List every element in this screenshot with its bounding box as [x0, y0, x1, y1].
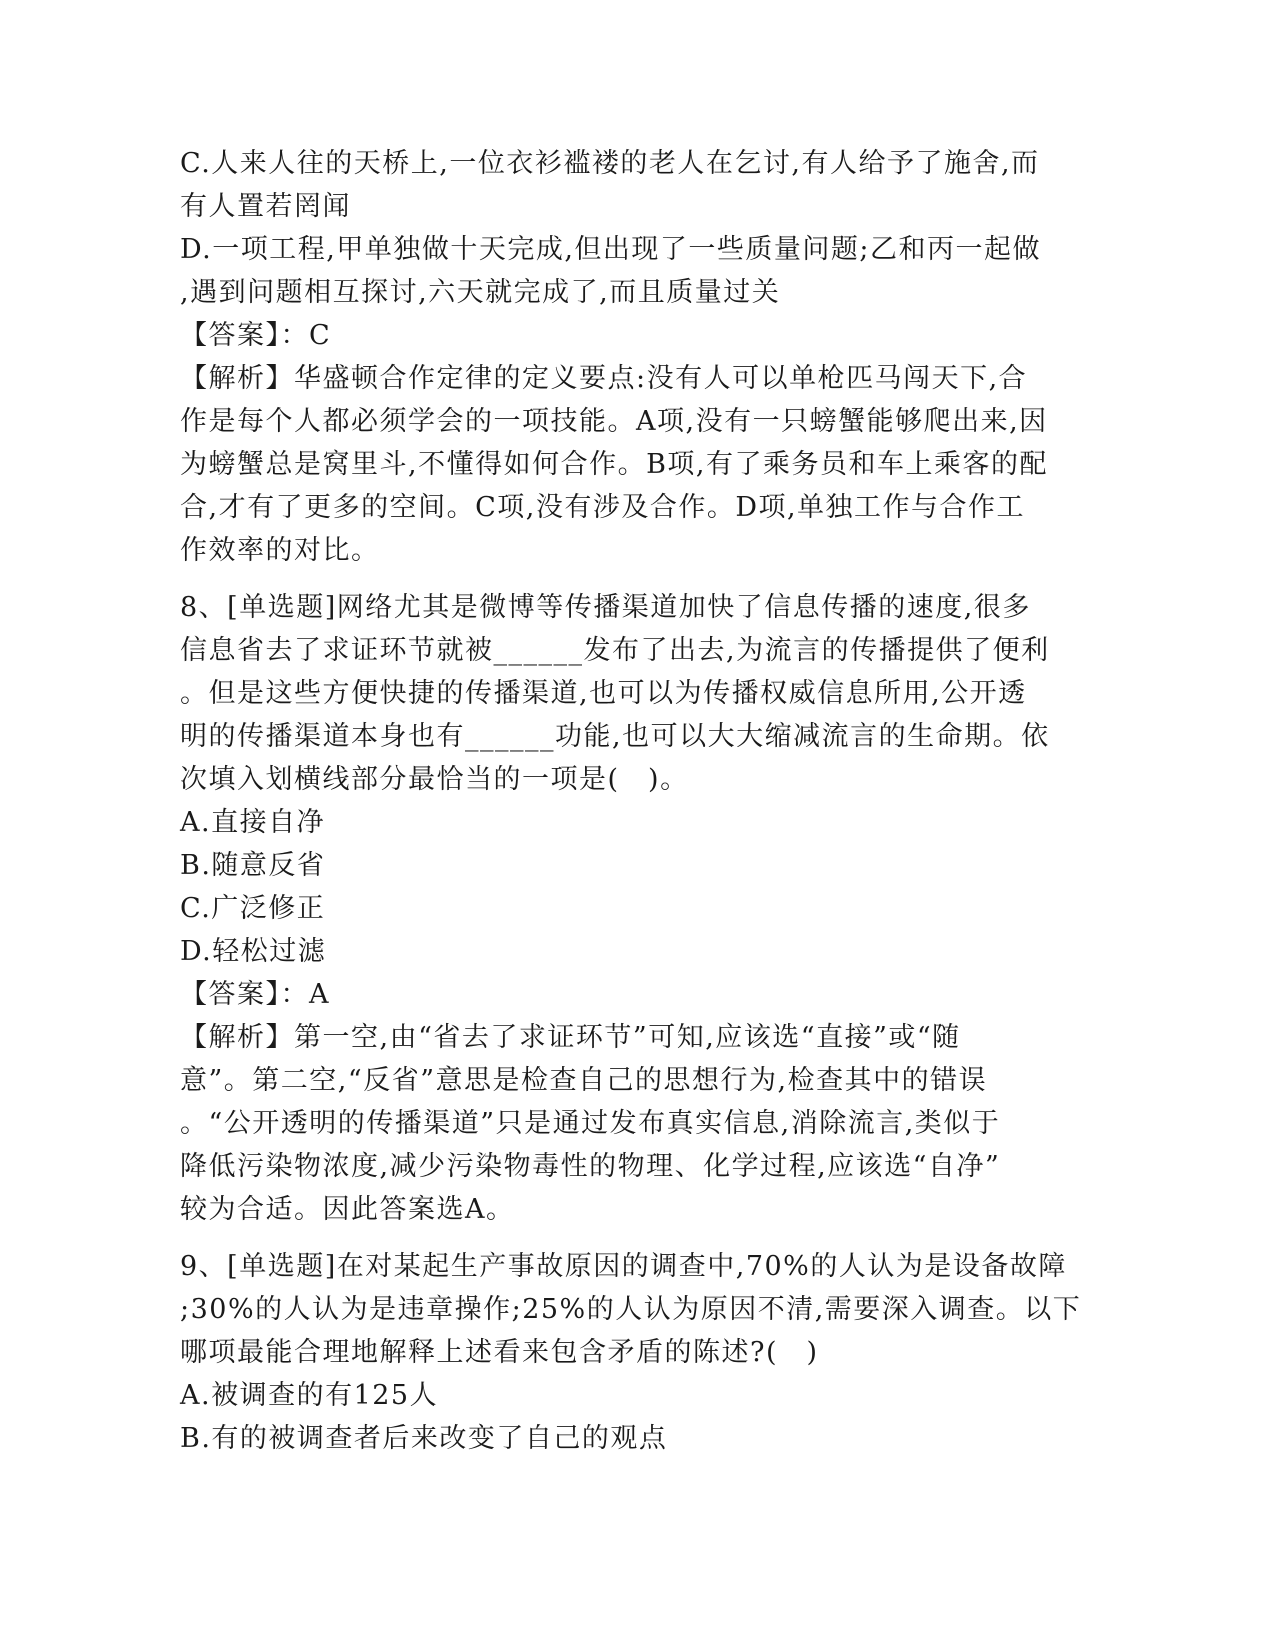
question-stem: 9、[单选题]在对某起生产事故原因的调查中,70%的人认为是设备故障	[180, 1251, 1067, 1282]
question-stem: 。但是这些方便快捷的传播渠道,也可以为传播权威信息所用,公开透	[180, 678, 1027, 709]
analysis-line: 降低污染物浓度,减少污染物毒性的物理、化学过程,应该选“自净”	[180, 1151, 1001, 1182]
question-stem: 信息省去了求证环节就被______发布了出去,为流言的传播提供了便利	[180, 635, 1050, 666]
question-stem: 明的传播渠道本身也有______功能,也可以大大缩减流言的生命期。依	[180, 721, 1050, 752]
option-b: B.有的被调查者后来改变了自己的观点	[180, 1423, 668, 1454]
question-stem: 哪项最能合理地解释上述看来包含矛盾的陈述?( )	[180, 1337, 819, 1368]
question-stem: ;30%的人认为是违章操作;25%的人认为原因不清,需要深入调查。以下	[180, 1294, 1082, 1325]
question-8	[180, 586, 1060, 1231]
analysis-line: 。“公开透明的传播渠道”只是通过发布真实信息,消除流言,类似于	[180, 1108, 1001, 1139]
option-c: C.广泛修正	[180, 893, 326, 924]
answer: 【答案】：A	[180, 979, 330, 1010]
analysis-line: 作是每个人都必须学会的一项技能。A项,没有一只螃蟹能够爬出来,因	[180, 406, 1048, 437]
document-page	[180, 142, 1082, 1460]
question-stem: 8、[单选题]网络尤其是微博等传播渠道加快了信息传播的速度,很多	[180, 592, 1031, 623]
question-9	[180, 1245, 1082, 1460]
analysis-line: 合,才有了更多的空间。C项,没有涉及合作。D项,单独工作与合作工	[180, 492, 1026, 523]
analysis-line: 【解析】第一空,由“省去了求证环节”可知,应该选“直接”或“随	[180, 1022, 961, 1053]
analysis-line: 【解析】华盛顿合作定律的定义要点:没有人可以单枪匹马闯天下,合	[180, 363, 1028, 394]
analysis-line: 意”。第二空,“反省”意思是检查自己的思想行为,检查其中的错误	[180, 1065, 988, 1096]
option-a: A.直接自净	[180, 807, 326, 838]
analysis-line: 较为合适。因此答案选A。	[180, 1194, 515, 1225]
option-d: D.一项工程,甲单独做十天完成,但出现了一些质量问题;乙和丙一起做	[180, 234, 1042, 265]
analysis-line: 为螃蟹总是窝里斗,不懂得如何合作。B项,有了乘务员和车上乘客的配	[180, 449, 1049, 480]
option-d: D.轻松过滤	[180, 936, 327, 967]
option-c: C.人来人往的天桥上,一位衣衫褴褛的老人在乞讨,有人给予了施舍,而	[180, 148, 1040, 179]
option-d-cont: ,遇到问题相互探讨,六天就完成了,而且质量过关	[180, 277, 781, 308]
option-a: A.被调查的有125人	[180, 1380, 439, 1411]
analysis-line: 作效率的对比。	[180, 535, 380, 566]
answer: 【答案】：C	[180, 320, 332, 351]
prev-question-tail	[180, 142, 1060, 572]
question-stem: 次填入划横线部分最恰当的一项是( )。	[180, 764, 689, 795]
option-b: B.随意反省	[180, 850, 326, 881]
option-c-cont: 有人置若罔闻	[180, 191, 351, 222]
